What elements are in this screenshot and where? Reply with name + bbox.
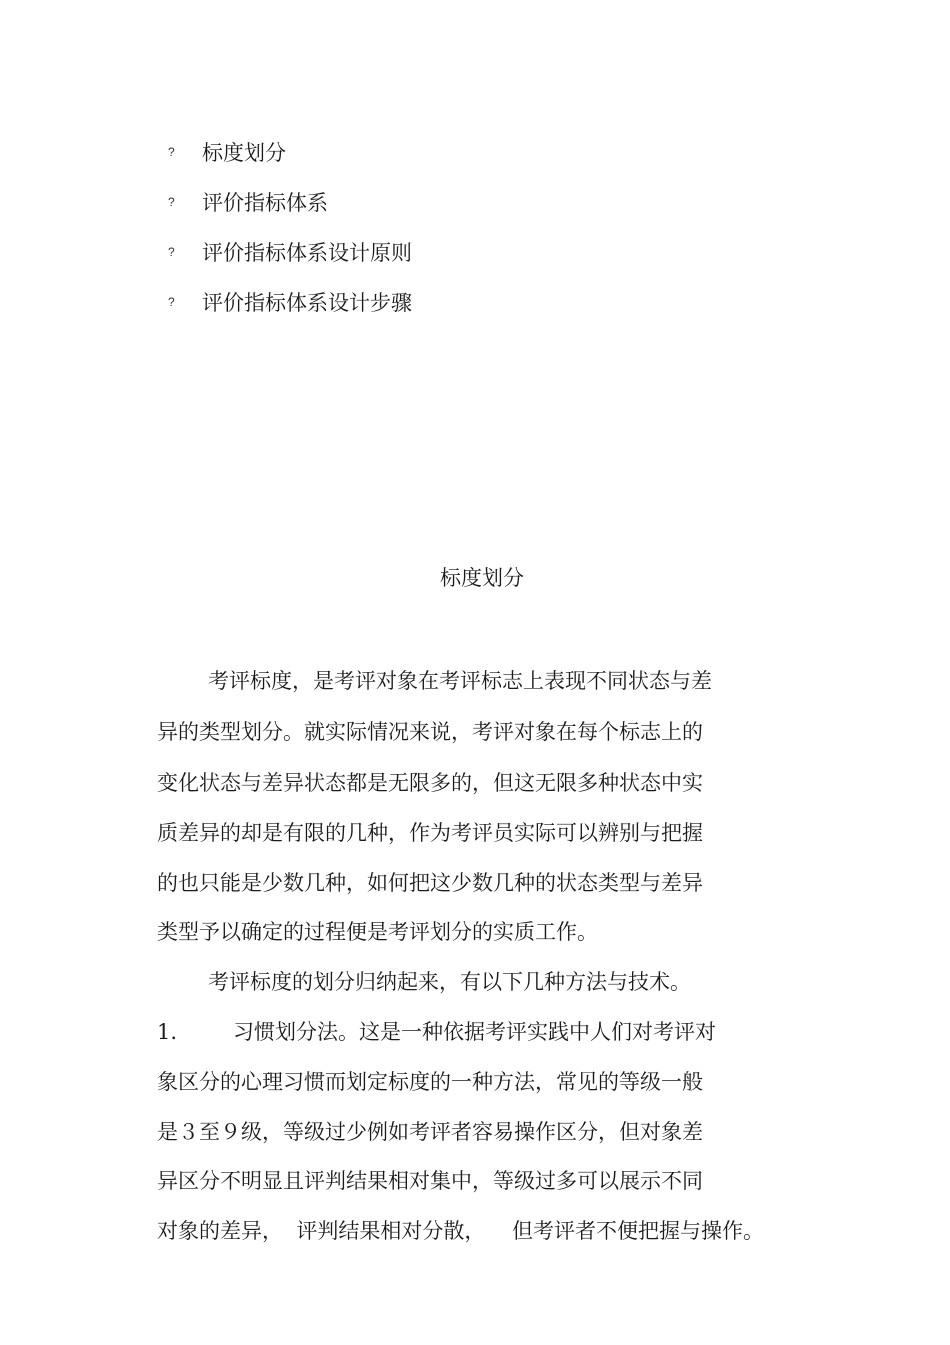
bullet-icon: ? bbox=[168, 295, 175, 309]
section-title: 标度划分 bbox=[440, 566, 524, 590]
paragraph-line: 对象的差异， 评判结果相对分散， 但考评者不便把握与操作。 bbox=[157, 1219, 765, 1243]
toc-item[interactable] bbox=[168, 127, 412, 177]
paragraph-line: 变化状态与差异状态都是无限多的，但这无限多种状态中实 bbox=[157, 771, 703, 795]
bullet-icon: ? bbox=[168, 245, 175, 259]
paragraph-line: 考评标度的划分归纳起来，有以下几种方法与技术。 bbox=[208, 970, 691, 994]
list-number: 1. bbox=[157, 1020, 178, 1044]
paragraph-line: 异的类型划分。就实际情况来说，考评对象在每个标志上的 bbox=[157, 720, 703, 744]
paragraph-line: 类型予以确定的过程便是考评划分的实质工作。 bbox=[157, 920, 598, 944]
toc-item[interactable] bbox=[168, 277, 412, 327]
paragraph-line: 考评标度，是考评对象在考评标志上表现不同状态与差 bbox=[208, 669, 712, 693]
toc-item[interactable] bbox=[168, 177, 412, 227]
toc-item-label: 评价指标体系设计原则 bbox=[202, 241, 412, 265]
list-item-text: 习惯划分法。这是一种依据考评实践中人们对考评对 bbox=[233, 1020, 716, 1044]
toc-item[interactable] bbox=[168, 227, 412, 277]
paragraph-line: 是３至９级，等级过少例如考评者容易操作区分，但对象差 bbox=[157, 1120, 703, 1144]
paragraph-line: 异区分不明显且评判结果相对集中，等级过多可以展示不同 bbox=[157, 1169, 703, 1193]
table-of-contents bbox=[168, 127, 412, 327]
toc-item-label: 标度划分 bbox=[202, 141, 286, 165]
bullet-icon: ? bbox=[168, 145, 175, 159]
toc-item-label: 评价指标体系 bbox=[202, 191, 328, 215]
bullet-icon: ? bbox=[168, 195, 175, 209]
paragraph-line: 质差异的却是有限的几种，作为考评员实际可以辨别与把握 bbox=[157, 821, 703, 845]
paragraph-line: 象区分的心理习惯而划定标度的一种方法，常见的等级一般 bbox=[157, 1070, 703, 1094]
list-item-first-line bbox=[157, 1016, 716, 1046]
toc-item-label: 评价指标体系设计步骤 bbox=[202, 291, 412, 315]
paragraph-line: 的也只能是少数几种，如何把这少数几种的状态类型与差异 bbox=[157, 871, 703, 895]
